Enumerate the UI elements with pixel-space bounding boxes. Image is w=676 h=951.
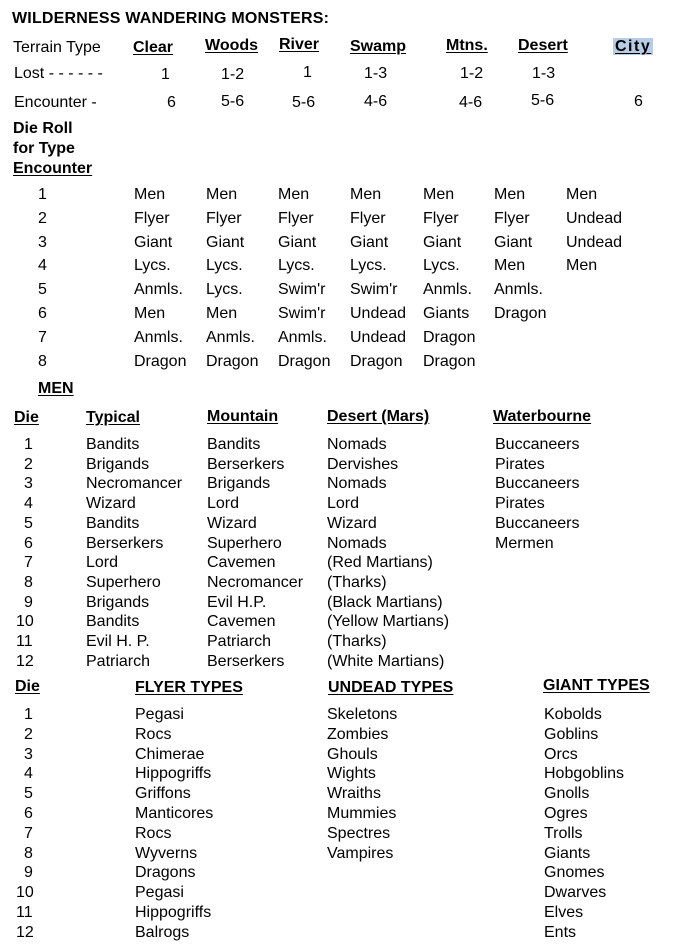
die-roll-heading-2: for Type (13, 140, 75, 157)
encounter-roll-number: 6 (38, 305, 47, 322)
men-desert-cell: (White Martians) (327, 653, 445, 670)
encounter-type-cell: Lycs. (350, 257, 387, 274)
lost-mtns: 1-2 (460, 65, 484, 82)
men-typical-cell: Patriarch (86, 653, 151, 670)
encounter-type-cell: Flyer (350, 210, 386, 227)
types-roll-number: 2 (24, 726, 33, 743)
terrain-col-swamp: Swamp (350, 38, 407, 55)
undead-type-cell: Skeletons (327, 706, 398, 723)
men-typical-cell: Evil H. P. (86, 633, 150, 650)
men-roll-number: 3 (24, 475, 33, 492)
giant-type-cell: Kobolds (544, 706, 602, 723)
men-desert-cell: Nomads (327, 535, 387, 552)
men-roll-number: 10 (16, 613, 34, 630)
page-title: WILDERNESS WANDERING MONSTERS: (12, 10, 330, 27)
lost-woods: 1-2 (221, 66, 245, 83)
men-waterbourne-cell: Pirates (495, 495, 545, 512)
types-roll-number: 11 (16, 904, 33, 921)
encounter-type-cell: Dragon (423, 329, 476, 346)
men-desert-cell: Lord (327, 495, 360, 512)
terrain-type-label: Terrain Type (13, 39, 101, 56)
men-roll-number: 4 (24, 495, 33, 512)
giant-type-cell: Ogres (544, 805, 588, 822)
encounter-type-cell: Lycs. (423, 257, 460, 274)
men-typical-cell: Brigands (86, 594, 150, 611)
men-roll-number: 8 (24, 574, 33, 591)
undead-type-cell: Spectres (327, 825, 391, 842)
lost-swamp: 1-3 (364, 65, 388, 82)
men-roll-number: 1 (24, 436, 33, 453)
giant-type-cell: Ents (544, 924, 577, 941)
encounter-type-cell: Anmls. (494, 281, 543, 298)
men-mountain-cell: Superhero (207, 535, 282, 552)
terrain-col-city: City (615, 38, 652, 55)
flyer-type-cell: Dragons (135, 864, 196, 881)
men-desert-cell: Dervishes (327, 456, 399, 473)
encounter-type-cell: Swim'r (278, 305, 326, 322)
encounter-type-cell: Dragon (494, 305, 547, 322)
encounter-type-cell: Undead (350, 329, 407, 346)
types-roll-number: 9 (24, 864, 33, 881)
encounter-type-cell: Anmls. (206, 329, 255, 346)
lost-clear: 1 (161, 66, 170, 83)
encounter-roll-number: 4 (38, 257, 47, 274)
men-roll-number: 6 (24, 535, 33, 552)
giant-type-cell: Elves (544, 904, 584, 921)
men-typical-cell: Wizard (86, 495, 136, 512)
giant-type-cell: Dwarves (544, 884, 607, 901)
men-waterbourne-cell: Pirates (495, 456, 545, 473)
men-col-waterbourne: Waterbourne (493, 408, 592, 425)
men-typical-cell: Brigands (86, 456, 150, 473)
encounter-river: 5-6 (292, 94, 316, 111)
men-typical-cell: Berserkers (86, 535, 164, 552)
encounter-type-cell: Anmls. (134, 281, 183, 298)
undead-type-cell: Mummies (327, 805, 397, 822)
types-roll-number: 5 (24, 785, 33, 802)
flyer-type-cell: Wyverns (135, 845, 198, 862)
men-typical-cell: Bandits (86, 613, 140, 630)
encounter-type-cell: Men (423, 186, 455, 203)
men-mountain-cell: Lord (207, 495, 240, 512)
men-mountain-cell: Berserkers (207, 456, 285, 473)
encounter-type-cell: Dragon (134, 353, 187, 370)
giant-type-cell: Gnomes (544, 864, 605, 881)
lost-label: Lost - - - - - - (14, 65, 103, 82)
men-roll-number: 5 (24, 515, 33, 532)
men-typical-cell: Superhero (86, 574, 161, 591)
undead-type-cell: Vampires (327, 845, 394, 862)
encounter-type-cell: Dragon (278, 353, 331, 370)
types-roll-number: 6 (24, 805, 33, 822)
encounter-roll-number: 2 (38, 210, 47, 227)
encounter-type-cell: Dragon (206, 353, 259, 370)
encounter-type-cell: Lycs. (206, 281, 243, 298)
encounter-type-cell: Giant (423, 234, 462, 251)
encounter-type-cell: Men (134, 305, 166, 322)
men-col-mountain: Mountain (207, 408, 279, 425)
types-roll-number: 8 (24, 845, 33, 862)
encounter-label: Encounter - (14, 94, 97, 111)
encounter-type-cell: Men (494, 257, 526, 274)
giant-type-cell: Giants (544, 845, 591, 862)
lost-river: 1 (303, 64, 312, 81)
men-typical-cell: Bandits (86, 436, 140, 453)
men-typical-cell: Necromancer (86, 475, 183, 492)
encounter-type-cell: Giant (206, 234, 245, 251)
men-roll-number: 2 (24, 456, 33, 473)
encounter-roll-number: 7 (38, 329, 47, 346)
men-desert-cell: Nomads (327, 475, 387, 492)
undead-type-cell: Ghouls (327, 746, 378, 763)
encounter-type-cell: Undead (566, 210, 623, 227)
encounter-swamp: 4-6 (364, 93, 388, 110)
men-col-desert: Desert (Mars) (327, 408, 430, 425)
flyer-type-cell: Pegasi (135, 884, 184, 901)
flyer-type-cell: Chimerae (135, 746, 205, 763)
encounter-type-cell: Men (278, 186, 310, 203)
undead-type-cell: Wights (327, 765, 376, 782)
flyer-type-cell: Griffons (135, 785, 191, 802)
types-col-flyer: FLYER TYPES (135, 679, 243, 696)
flyer-type-cell: Manticores (135, 805, 214, 822)
giant-type-cell: Gnolls (544, 785, 590, 802)
flyer-type-cell: Rocs (135, 726, 172, 743)
men-typical-cell: Bandits (86, 515, 140, 532)
encounter-type-cell: Giant (494, 234, 533, 251)
men-waterbourne-cell: Buccaneers (495, 475, 580, 492)
encounter-type-cell: Giant (278, 234, 317, 251)
undead-type-cell: Zombies (327, 726, 389, 743)
men-waterbourne-cell: Buccaneers (495, 436, 580, 453)
men-desert-cell: (Tharks) (327, 574, 387, 591)
types-roll-number: 10 (16, 884, 34, 901)
men-waterbourne-cell: Mermen (495, 535, 554, 552)
giant-type-cell: Goblins (544, 726, 599, 743)
encounter-woods: 5-6 (221, 93, 245, 110)
terrain-col-river: River (279, 36, 320, 53)
die-roll-heading-3: Encounter (13, 160, 93, 177)
men-mountain-cell: Evil H.P. (207, 594, 267, 611)
types-die-label: Die (15, 678, 40, 695)
encounter-type-cell: Men (206, 186, 238, 203)
encounter-desert: 5-6 (531, 92, 555, 109)
giant-type-cell: Hobgoblins (544, 765, 625, 782)
men-mountain-cell: Cavemen (207, 554, 276, 571)
men-desert-cell: (Tharks) (327, 633, 387, 650)
encounter-type-cell: Flyer (494, 210, 530, 227)
men-mountain-cell: Necromancer (207, 574, 304, 591)
encounter-type-cell: Anmls. (423, 281, 472, 298)
types-roll-number: 1 (24, 706, 33, 723)
encounter-type-cell: Swim'r (350, 281, 398, 298)
men-roll-number: 11 (16, 633, 33, 650)
encounter-type-cell: Giant (134, 234, 173, 251)
men-heading: MEN (38, 380, 74, 397)
encounter-type-cell: Men (134, 186, 166, 203)
encounter-type-cell: Undead (350, 305, 407, 322)
encounter-type-cell: Giants (423, 305, 470, 322)
encounter-type-cell: Anmls. (278, 329, 327, 346)
encounter-type-cell: Flyer (206, 210, 242, 227)
encounter-clear: 6 (167, 94, 176, 111)
encounter-roll-number: 3 (38, 234, 47, 251)
terrain-col-mtns: Mtns. (446, 37, 488, 54)
men-roll-number: 7 (24, 554, 33, 571)
encounter-type-cell: Men (494, 186, 526, 203)
men-roll-number: 9 (24, 594, 33, 611)
men-mountain-cell: Patriarch (207, 633, 272, 650)
men-roll-number: 12 (16, 653, 34, 670)
types-roll-number: 12 (16, 924, 34, 941)
types-roll-number: 7 (24, 825, 33, 842)
men-desert-cell: (Red Martians) (327, 554, 433, 571)
men-waterbourne-cell: Buccaneers (495, 515, 580, 532)
encounter-type-cell: Men (566, 186, 598, 203)
types-col-giant: GIANT TYPES (543, 677, 650, 694)
flyer-type-cell: Pegasi (135, 706, 184, 723)
undead-type-cell: Wraiths (327, 785, 381, 802)
terrain-col-woods: Woods (205, 37, 259, 54)
encounter-type-cell: Flyer (278, 210, 314, 227)
encounter-type-cell: Flyer (423, 210, 459, 227)
encounter-city: 6 (634, 93, 643, 110)
lost-desert: 1-3 (532, 65, 556, 82)
encounter-roll-number: 5 (38, 281, 47, 298)
terrain-col-clear: Clear (133, 39, 174, 56)
encounter-type-cell: Dragon (350, 353, 403, 370)
encounter-type-cell: Anmls. (134, 329, 183, 346)
men-mountain-cell: Cavemen (207, 613, 276, 630)
types-roll-number: 4 (24, 765, 33, 782)
encounter-type-cell: Men (206, 305, 238, 322)
giant-type-cell: Trolls (544, 825, 583, 842)
encounter-type-cell: Swim'r (278, 281, 326, 298)
types-col-undead: UNDEAD TYPES (328, 679, 454, 696)
flyer-type-cell: Hippogriffs (135, 904, 212, 921)
encounter-type-cell: Men (566, 257, 598, 274)
terrain-col-desert: Desert (518, 37, 568, 54)
encounter-type-cell: Dragon (423, 353, 476, 370)
encounter-mtns: 4-6 (459, 94, 483, 111)
encounter-type-cell: Flyer (134, 210, 170, 227)
encounter-type-cell: Lycs. (278, 257, 315, 274)
flyer-type-cell: Rocs (135, 825, 172, 842)
men-desert-cell: (Yellow Martians) (327, 613, 450, 630)
encounter-roll-number: 8 (38, 353, 47, 370)
men-desert-cell: Nomads (327, 436, 387, 453)
encounter-type-cell: Lycs. (206, 257, 243, 274)
encounter-type-cell: Undead (566, 234, 623, 251)
men-typical-cell: Lord (86, 554, 119, 571)
men-desert-cell: Wizard (327, 515, 377, 532)
die-roll-heading-1: Die Roll (13, 120, 73, 137)
men-mountain-cell: Bandits (207, 436, 261, 453)
men-die-label: Die (14, 409, 39, 426)
men-mountain-cell: Brigands (207, 475, 271, 492)
men-mountain-cell: Wizard (207, 515, 257, 532)
encounter-type-cell: Men (350, 186, 382, 203)
encounter-type-cell: Giant (350, 234, 389, 251)
giant-type-cell: Orcs (544, 746, 578, 763)
encounter-roll-number: 1 (38, 186, 47, 203)
men-mountain-cell: Berserkers (207, 653, 285, 670)
types-roll-number: 3 (24, 746, 33, 763)
encounter-type-cell: Lycs. (134, 257, 171, 274)
flyer-type-cell: Hippogriffs (135, 765, 212, 782)
flyer-type-cell: Balrogs (135, 924, 190, 941)
men-desert-cell: (Black Martians) (327, 594, 443, 611)
men-col-typical: Typical (86, 409, 140, 426)
